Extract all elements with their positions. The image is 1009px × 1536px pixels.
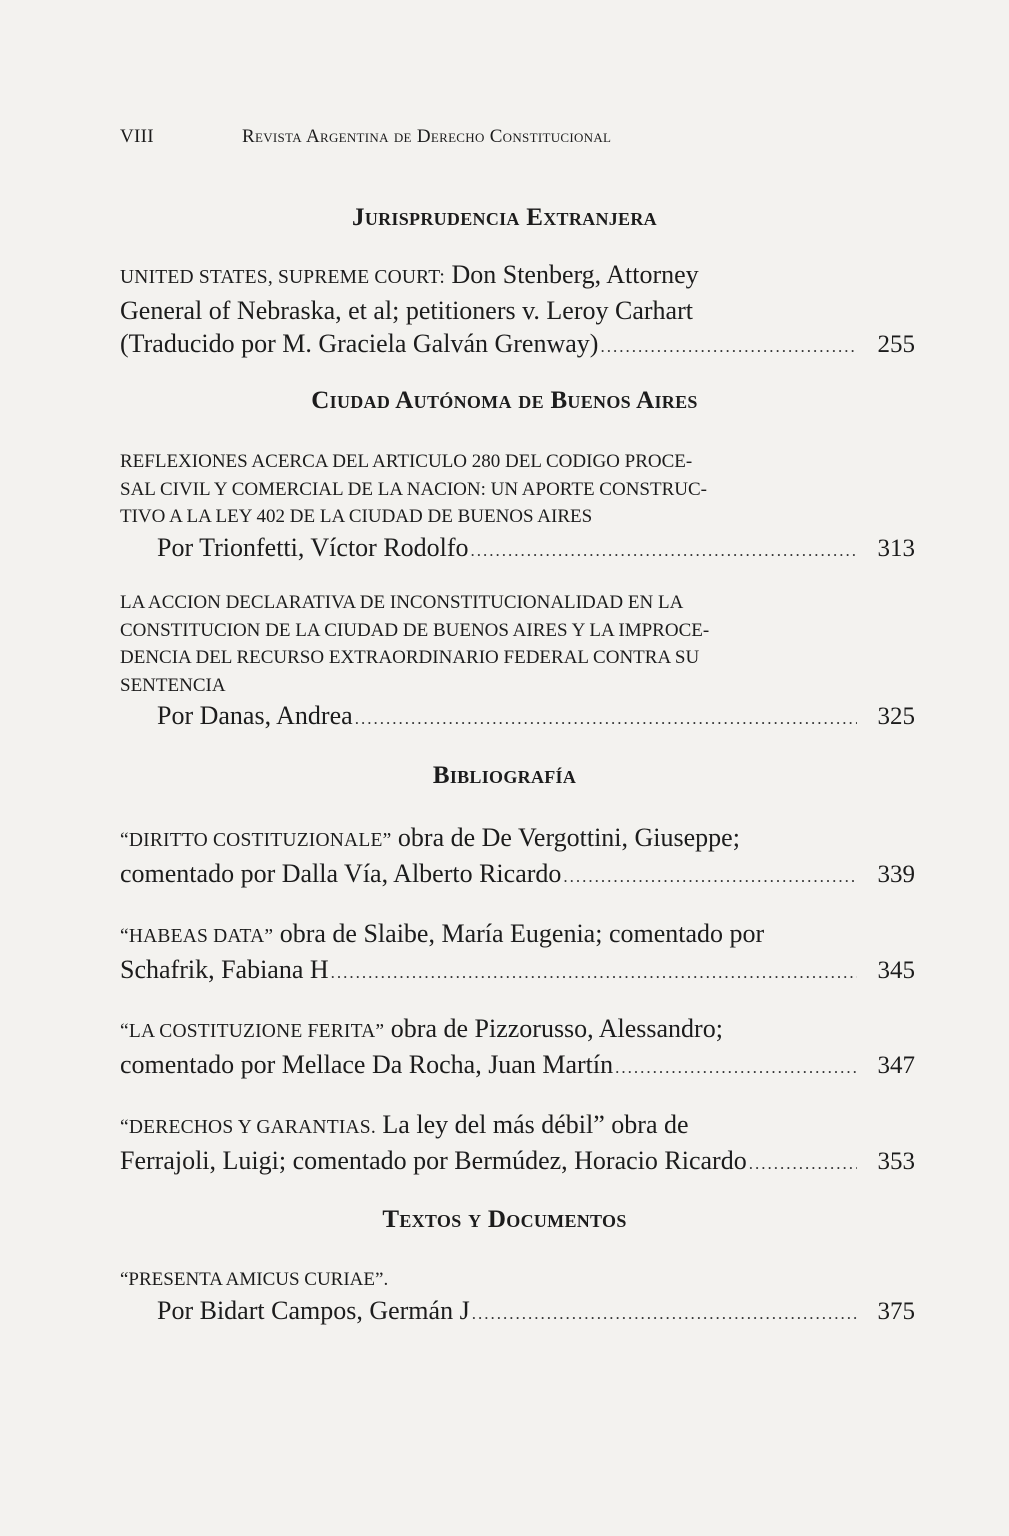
entry-leader-line [120,531,915,567]
entry-page-number: 313 [877,534,915,562]
entry-line [120,821,915,857]
entry-page-number: 347 [877,1052,915,1079]
entry-label: “DIRITTO COSTITUZIONALE” [120,830,392,851]
entry-line [120,1012,915,1048]
toc-entry[interactable] [120,589,915,735]
entry-leader-line [120,699,915,735]
entry-line [120,1108,915,1144]
entry-line: General of Nebraska, et al; petitioners v. Leroy Carhart [120,296,693,325]
toc-entry[interactable] [120,448,915,567]
entry-leader-line [120,1294,915,1330]
section-title-bibliografia: Bibliografía [432,762,577,789]
entry-line: CONSTITUCION DE LA CIUDAD DE BUENOS AIRES Y LA IMPROCE- [120,619,710,641]
dot-leader [472,1297,857,1330]
entry-author: Por Bidart Campos, Germán J [157,1295,470,1325]
entry-text: obra de Pizzorusso, Alessandro; [384,1014,723,1043]
entry-line: LA ACCION DECLARATIVA DE INCONSTITUCIONALIDAD EN LA [120,592,684,613]
entry-line [120,917,915,953]
entry-page-number: 339 [877,861,915,888]
entry-label: “DERECHOS Y GARANTIAS. [120,1117,376,1138]
entry-text: Schafrik, Fabiana H [120,955,329,984]
toc-entry[interactable] [120,258,915,363]
entry-label: “HABEAS DATA” [120,926,274,947]
entry-line [120,258,915,294]
entry-text: Don Stenberg, Attorney [444,260,699,289]
entry-label: “LA COSTITUZIONE FERITA” [120,1021,385,1042]
entry-line: “PRESENTA AMICUS CURIAE”. [120,1269,389,1290]
entry-line: TIVO A LA LEY 402 DE LA CIUDAD DE BUENOS AIRES [120,506,593,527]
dot-leader [600,330,857,363]
entry-page-number: 255 [877,331,915,358]
toc-entry[interactable] [120,917,915,989]
section-title-textos: Textos y Documentos [382,1206,627,1233]
entry-text: obra de Slaibe, María Eugenia; comentado por [273,919,765,948]
toc-entry[interactable] [120,1266,915,1330]
toc-entry[interactable] [120,1012,915,1084]
entry-line: SAL CIVIL Y COMERCIAL DE LA NACION: UN APORTE CONSTRUC- [120,478,707,500]
entry-text: comentado por Dalla Vía, Alberto Ricardo [120,859,562,888]
page-number: VIII [120,126,154,147]
journal-title: Revista Argentina de Derecho Constitucional [242,126,612,147]
dot-leader [471,534,857,567]
dot-leader [331,956,857,989]
entry-leader-line [120,1144,915,1180]
entry-text: comentado por Mellace Da Rocha, Juan Martín [120,1050,614,1079]
entry-page-number: 353 [877,1148,915,1175]
entry-line: REFLEXIONES ACERCA DEL ARTICULO 280 DEL CODIGO PROCE- [120,451,693,472]
entry-author: Por Danas, Andrea [157,701,353,730]
entry-leader-line [120,327,915,363]
entry-line: SENTENCIA [120,674,226,696]
entry-text: obra de De Vergottini, Giuseppe; [391,823,740,852]
toc-entry[interactable] [120,821,915,893]
entry-leader-line [120,953,915,989]
entry-text: (Traducido por M. Graciela Galván Grenway) [120,329,599,358]
dot-leader [563,860,857,893]
section-title-ciudad: Ciudad Autónoma de Buenos Aires [311,387,698,414]
entry-text: Ferrajoli, Luigi; comentado por Bermúdez, Horacio Ricardo [120,1146,747,1175]
entry-page-number: 325 [877,703,915,730]
entry-leader-line [120,1048,915,1084]
entry-label: UNITED STATES, SUPREME COURT: [120,267,445,288]
entry-author: Por Trionfetti, Víctor Rodolfo [157,532,469,562]
entry-line: DENCIA DEL RECURSO EXTRAORDINARIO FEDERAL CONTRA SU [120,647,700,668]
section-title-jurisprudencia: Jurisprudencia Extranjera [352,204,657,231]
dot-leader [749,1147,857,1180]
entry-page-number: 375 [877,1297,915,1325]
dot-leader [355,702,857,735]
dot-leader [615,1051,857,1084]
entry-leader-line [120,857,915,893]
toc-entry[interactable] [120,1108,915,1180]
entry-page-number: 345 [877,957,915,984]
entry-text: La ley del más débil” obra de [375,1110,689,1139]
